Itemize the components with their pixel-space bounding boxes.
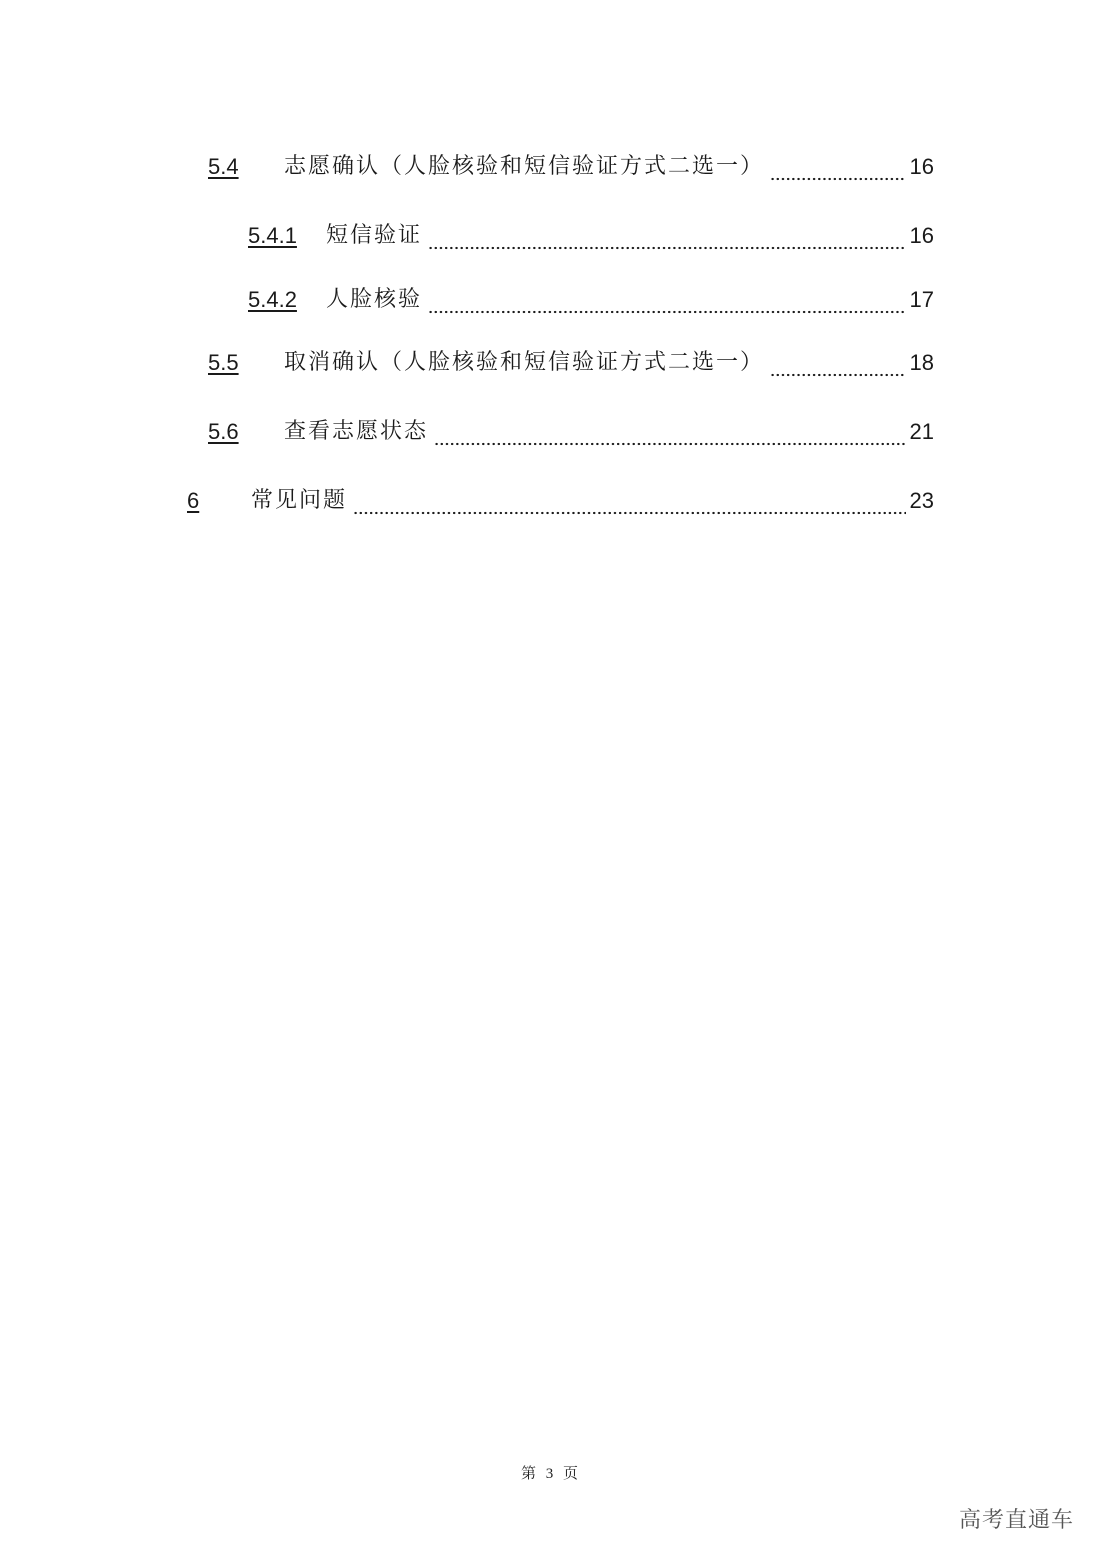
toc-entry-title: 人脸核验 [326,287,423,312]
toc-entry-number[interactable]: 5.5 [208,350,239,375]
toc-entry-5-4-2[interactable] [248,283,934,317]
toc-entry-number[interactable]: 5.4.2 [248,287,297,312]
toc-dot-leader [770,346,906,380]
toc-entry-page: 18 [909,350,934,375]
toc-entry-5-4-1[interactable] [248,219,934,253]
toc-entry-number[interactable]: 6 [187,488,200,513]
toc-entry-number[interactable]: 5.6 [208,419,239,444]
toc-entry-number[interactable]: 5.4.1 [248,223,297,248]
toc-dot-leader [770,150,906,184]
toc-entry-title: 查看志愿状态 [284,419,429,444]
toc-dot-leader [428,283,906,317]
toc-entry-number[interactable]: 5.4 [208,154,239,179]
page-number-footer: 第 3 页 [520,1466,581,1482]
watermark-text: 高考直通车 [958,1508,1074,1533]
toc-entry-page: 16 [909,223,934,248]
toc-entry-5-4[interactable] [208,150,934,184]
toc-entry-page: 23 [909,488,934,513]
toc-entry-5-5[interactable] [208,346,934,380]
toc-entry-title: 志愿确认（人脸核验和短信验证方式二选一） [284,154,765,179]
toc-entry-title: 短信验证 [326,223,423,248]
toc-entry-6[interactable] [187,484,934,518]
toc-dot-leader [353,484,906,518]
toc-entry-page: 17 [909,287,934,312]
toc-entry-5-6[interactable] [208,415,934,449]
toc-entry-title: 常见问题 [251,488,348,513]
toc-dot-leader [428,219,906,253]
table-of-contents [0,0,1102,560]
toc-entry-page: 21 [909,419,934,444]
toc-entry-title: 取消确认（人脸核验和短信验证方式二选一） [284,350,765,375]
toc-entry-page: 16 [909,154,934,179]
toc-dot-leader [434,415,906,449]
